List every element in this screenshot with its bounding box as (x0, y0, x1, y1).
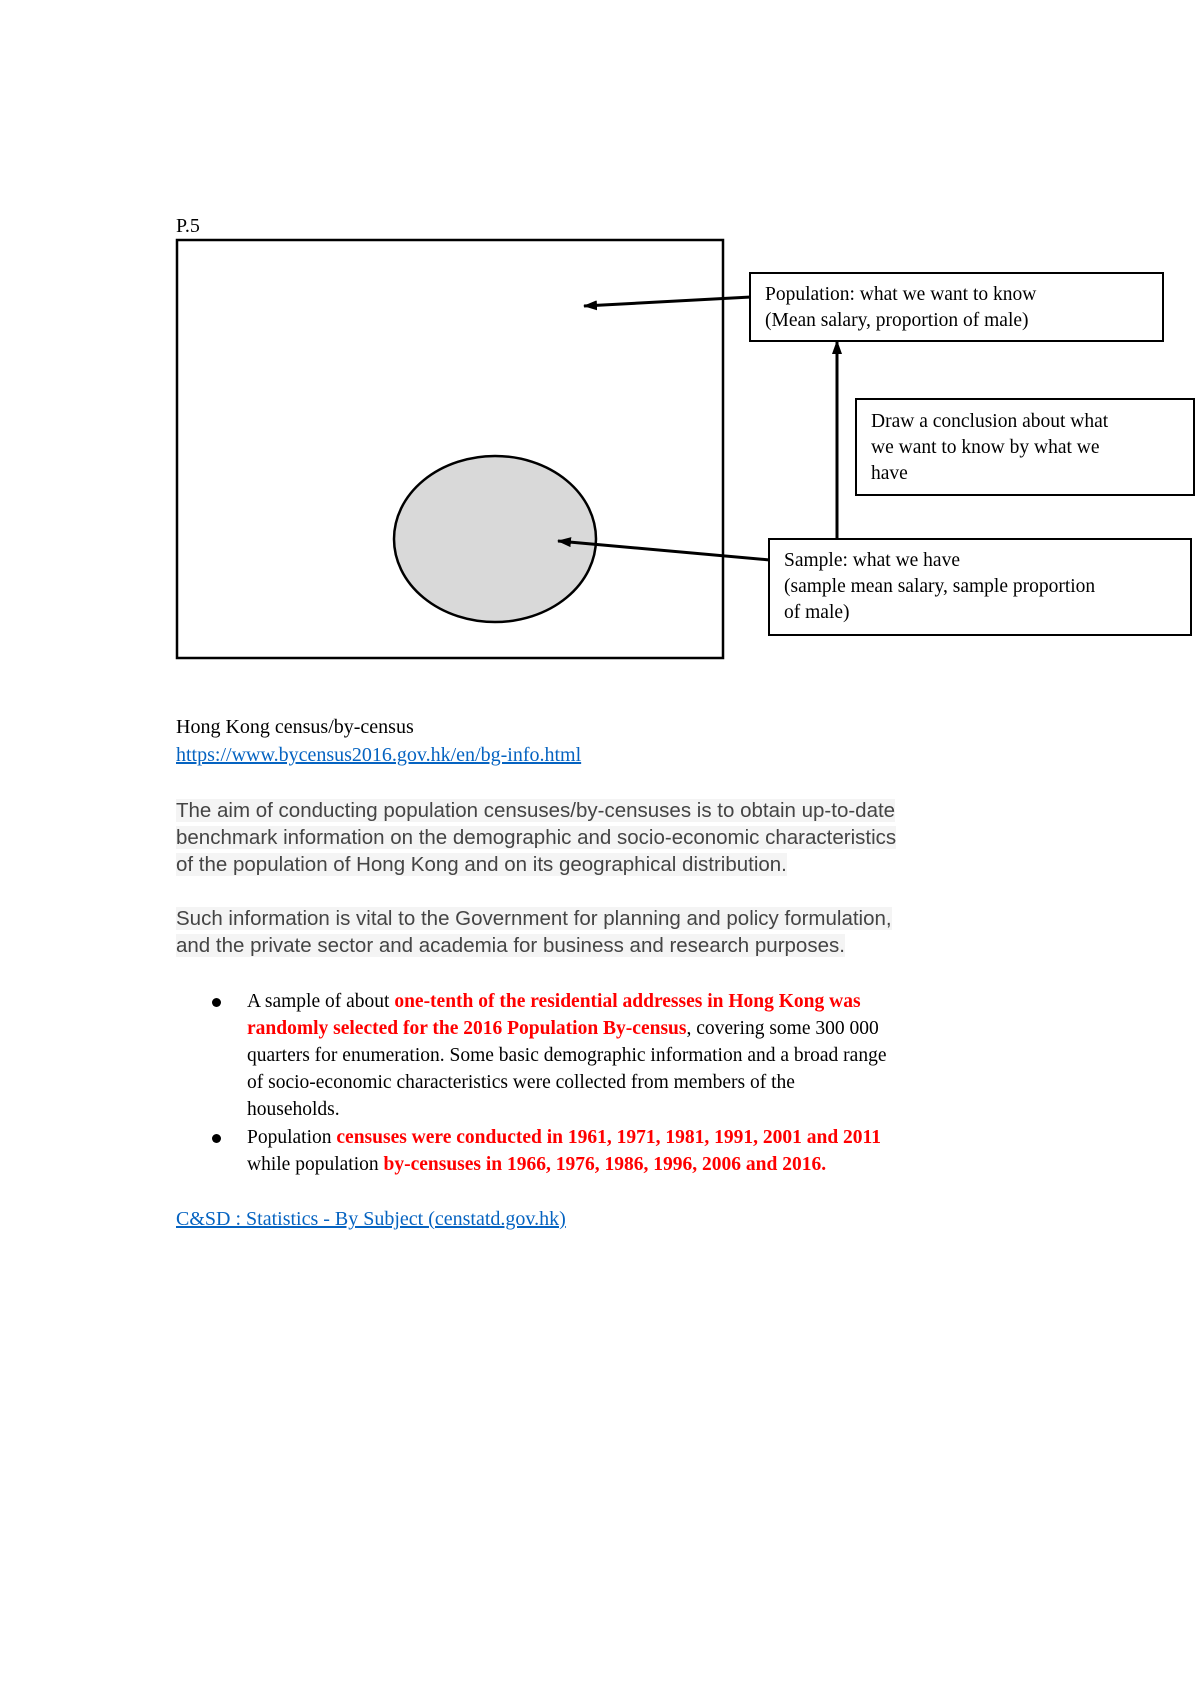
bullet-text: households. (247, 1099, 340, 1120)
csd-statistics-link[interactable]: C&SD : Statistics - By Subject (censtatd.gov.hk) (176, 1208, 566, 1230)
bullet-text: Population (247, 1127, 337, 1148)
aim-paragraph (176, 797, 1036, 878)
bullet-icon (212, 1134, 221, 1143)
bullet-emphasis: by-censuses in 1966, 1976, 1986, 1996, 2006 and 2016. (383, 1154, 827, 1175)
population-callout-line: (Mean salary, proportion of male) (765, 310, 1029, 331)
sample-callout-line: (sample mean salary, sample proportion (784, 576, 1096, 597)
sample-callout (768, 538, 1192, 636)
sample-arrow (558, 541, 770, 560)
vital-line: Such information is vital to the Government for planning and policy formulation, (176, 907, 892, 930)
vital-line: and the private sector and academia for business and research purposes. (176, 934, 845, 957)
aim-line: of the population of Hong Kong and on its geographical distribution. (176, 853, 787, 876)
conclusion-callout-line: we want to know by what we (871, 437, 1100, 458)
aim-line: benchmark information on the demographic and socio-economic characteristics (176, 826, 897, 849)
conclusion-callout (855, 398, 1195, 496)
bullet-text: quarters for enumeration. Some basic demographic information and a broad range (247, 1045, 887, 1066)
bullet-emphasis: one-tenth of the residential addresses in Hong Kong was (394, 991, 861, 1012)
population-callout (749, 272, 1164, 342)
aim-line: The aim of conducting population censuses/by-censuses is to obtain up-to-date (176, 799, 896, 822)
list-item (176, 1124, 1056, 1178)
census-bullet-list (176, 988, 1056, 1178)
sample-ellipse (394, 456, 596, 622)
bullet-text: , covering some 300 000 (686, 1018, 879, 1039)
bullet-emphasis: censuses were conducted in 1961, 1971, 1981, 1991, 2001 and 2011 (336, 1127, 881, 1148)
population-arrow (584, 297, 751, 306)
sample-callout-line: Sample: what we have (784, 550, 960, 571)
population-callout-line: Population: what we want to know (765, 284, 1037, 305)
bullet-icon (212, 998, 221, 1007)
list-item (176, 988, 1056, 1123)
bullet-text: of socio-economic characteristics were collected from members of the (247, 1072, 795, 1093)
bullet-text: A sample of about (247, 991, 395, 1012)
vital-paragraph (176, 905, 1036, 959)
conclusion-callout-line: Draw a conclusion about what (871, 411, 1109, 432)
census-link[interactable]: https://www.bycensus2016.gov.hk/en/bg-info.html (176, 744, 582, 766)
sample-callout-line: of male) (784, 602, 850, 623)
bullet-emphasis: randomly selected for the 2016 Population By-census (247, 1018, 687, 1039)
bullet-text: while population (247, 1154, 384, 1175)
population-box (177, 240, 723, 658)
conclusion-callout-line: have (871, 463, 908, 484)
page-label: P.5 (176, 215, 200, 237)
census-title: Hong Kong census/by-census (176, 716, 414, 738)
